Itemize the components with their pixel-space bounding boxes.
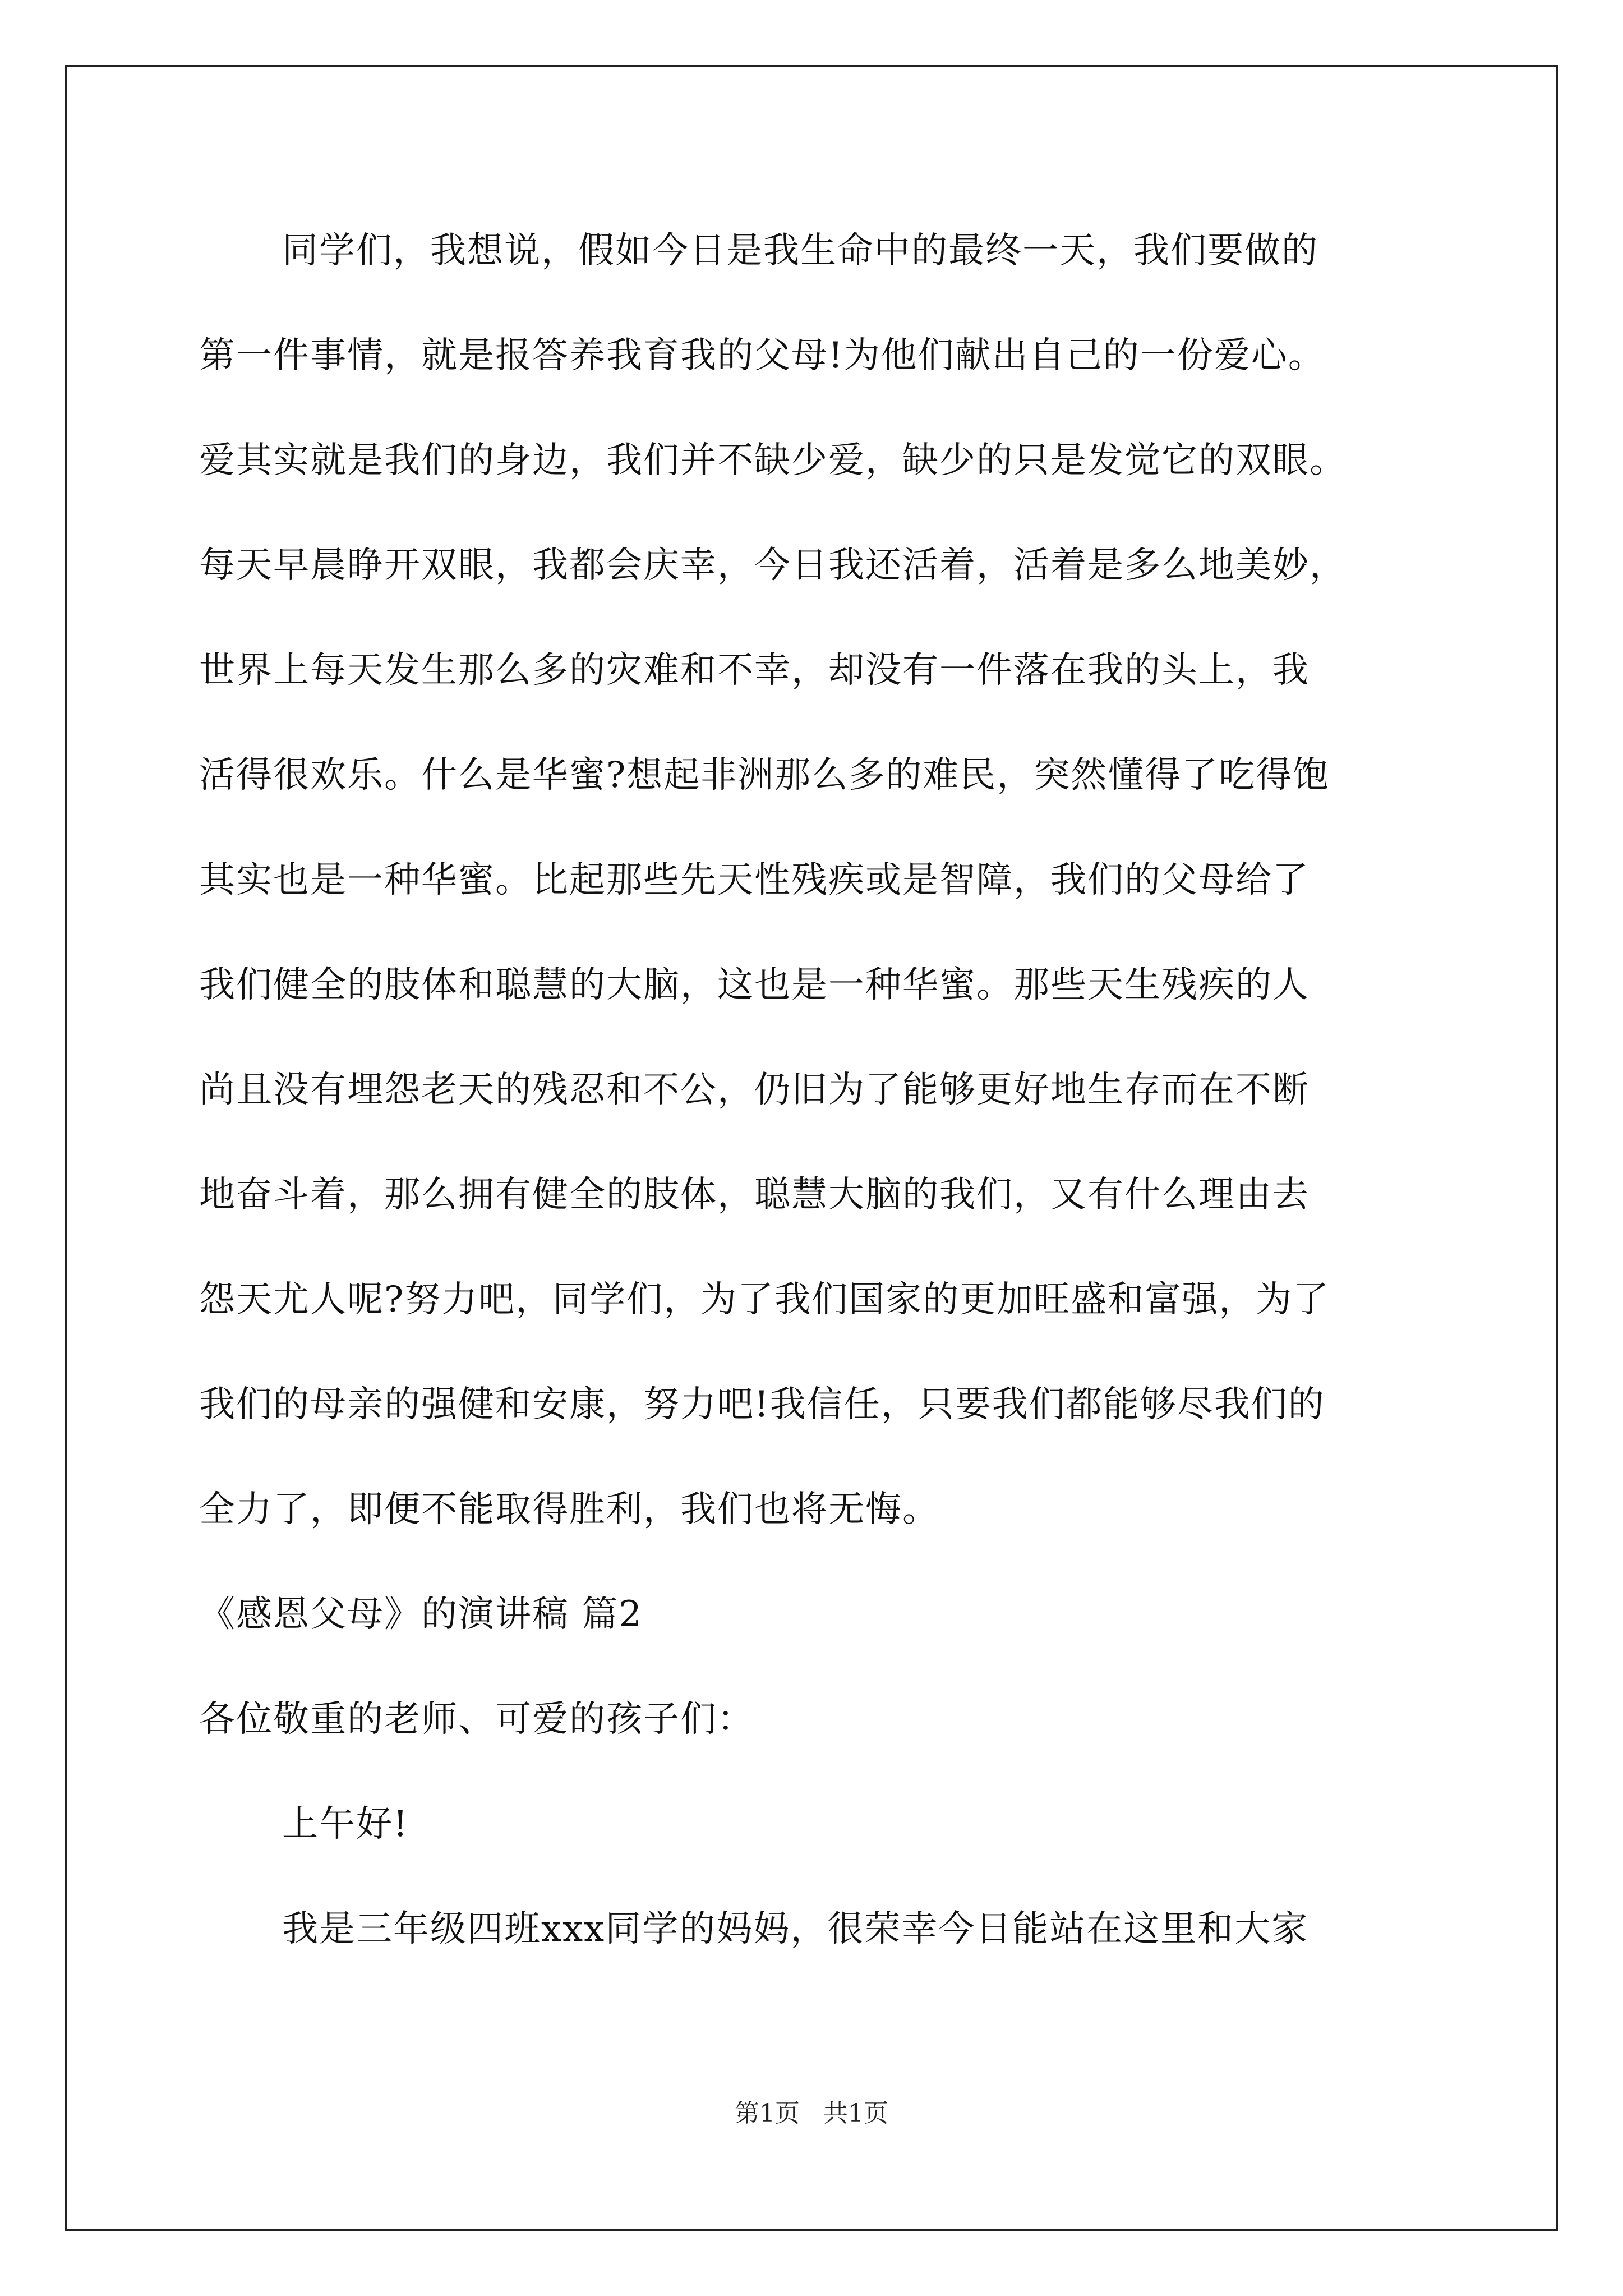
text-line: 其实也是一种华蜜。比起那些先天性残疾或是智障，我们的父母给了 [199, 859, 1310, 901]
text-line: 同学们，我想说，假如今日是我生命中的最终一天，我们要做的 [282, 230, 1318, 272]
text-line: 尚且没有埋怨老天的残忍和不公，仍旧为了能够更好地生存而在不断 [199, 1069, 1310, 1111]
greeting-line: 各位敬重的老师、可爱的孩子们： [199, 1699, 754, 1740]
page-number: 第1页 [735, 2099, 800, 2128]
text-line: 第一件事情，就是报答养我育我的父母!为他们献出自己的一份爱心。 [199, 335, 1325, 376]
text-line: 我们的母亲的强健和安康，努力吧!我信任，只要我们都能够尽我们的 [199, 1384, 1325, 1425]
text-line: 活得很欢乐。什么是华蜜?想起非洲那么多的难民，突然懂得了吃得饱 [199, 754, 1330, 796]
page-total: 共1页 [823, 2099, 888, 2128]
section-heading: 《感恩父母》的演讲稿 篇2 [199, 1594, 643, 1635]
text-line: 怨天尤人呢?努力吧，同学们，为了我们国家的更加旺盛和富强，为了 [199, 1279, 1330, 1320]
text-line: 地奋斗着，那么拥有健全的肢体，聪慧大脑的我们，又有什么理由去 [199, 1174, 1310, 1216]
text-line: 世界上每天发生那么多的灾难和不幸，却没有一件落在我的头上，我 [199, 650, 1310, 691]
page-footer [0, 2098, 1623, 2129]
page-border [65, 65, 1558, 2231]
text-line: 爱其实就是我们的身边，我们并不缺少爱，缺少的只是发觉它的双眼。 [199, 440, 1347, 481]
text-line: 全力了，即便不能取得胜利，我们也将无悔。 [199, 1489, 939, 1530]
text-line: 每天早晨睁开双眼，我都会庆幸，今日我还活着，活着是多么地美妙， [199, 545, 1347, 586]
intro-line: 我是三年级四班xxx同学的妈妈，很荣幸今日能站在这里和大家 [282, 1908, 1309, 1950]
hello-line: 上午好! [282, 1803, 409, 1845]
text-line: 我们健全的肢体和聪慧的大脑，这也是一种华蜜。那些天生残疾的人 [199, 964, 1310, 1006]
